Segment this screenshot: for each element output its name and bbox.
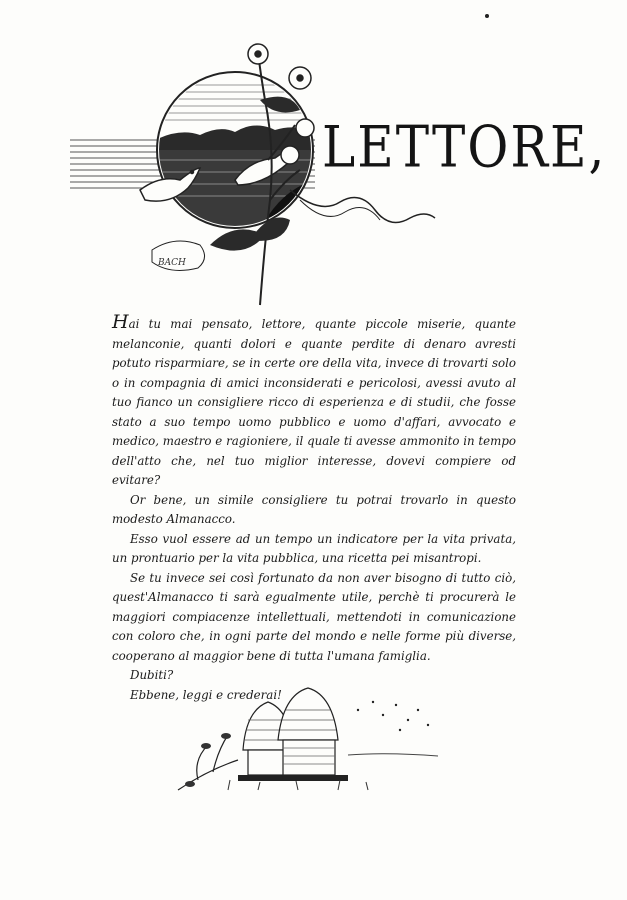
bees: [357, 701, 429, 731]
dropcap: H: [112, 311, 129, 333]
paragraph: Esso vuol essere ad un tempo un indicatore per la vita privata, un prontuario per la vita pubblica, una ricetta pei misantropi.: [112, 531, 516, 565]
ground-line: [348, 754, 438, 756]
paragraph: Se tu invece sei così fortunato da non aver bisogno di tutto ciò, quest'Almanacco ti sarà egualmente utile, perchè ti procurerà le maggiori compiacenze intellettuali, mettendoti in comunicazione con coloro che, in ogni parte del mondo e nelle forme più diverse, cooperano al maggior bene di tutta l'umana famiglia.: [112, 570, 516, 663]
paragraph-text: ai tu mai pensato, lettore, quante piccole miserie, quante melanconie, quanti dolori e quante perdite di denaro avresti potuto risparmiare, se in certe ore della vita, invece di trovarti solo o in compagnia di amici inconsiderati e pericolosi, avessi avuto al tuo fianco un consigliere ricco di esperienza e di studii, che fosse stato a suo tempo uomo pubblico e uomo d'affari, avvocato e medico, maestro e ragioniere, il quale ti avesse ammonito in tempo dell'atto che, nel tuo miglior interesse, dovevi compiere od evitare?: [112, 317, 516, 487]
artist-signature: BACH: [158, 258, 186, 268]
ink-dot: [485, 14, 489, 18]
paragraph: Dubiti?: [130, 668, 174, 682]
paragraph: Or bene, un simile consigliere tu potrai trovarlo in questo modesto Almanacco.: [112, 492, 516, 526]
beehive-right: [278, 688, 338, 775]
body-text: [112, 313, 516, 705]
grass: [228, 780, 368, 790]
paragraph: [112, 313, 516, 491]
page-title: LETTORE,: [322, 113, 607, 181]
hive-bench: [238, 775, 348, 781]
paragraph: Ebbene, leggi e crederai!: [130, 687, 282, 702]
beehive-vignette-illustration: [168, 680, 453, 800]
